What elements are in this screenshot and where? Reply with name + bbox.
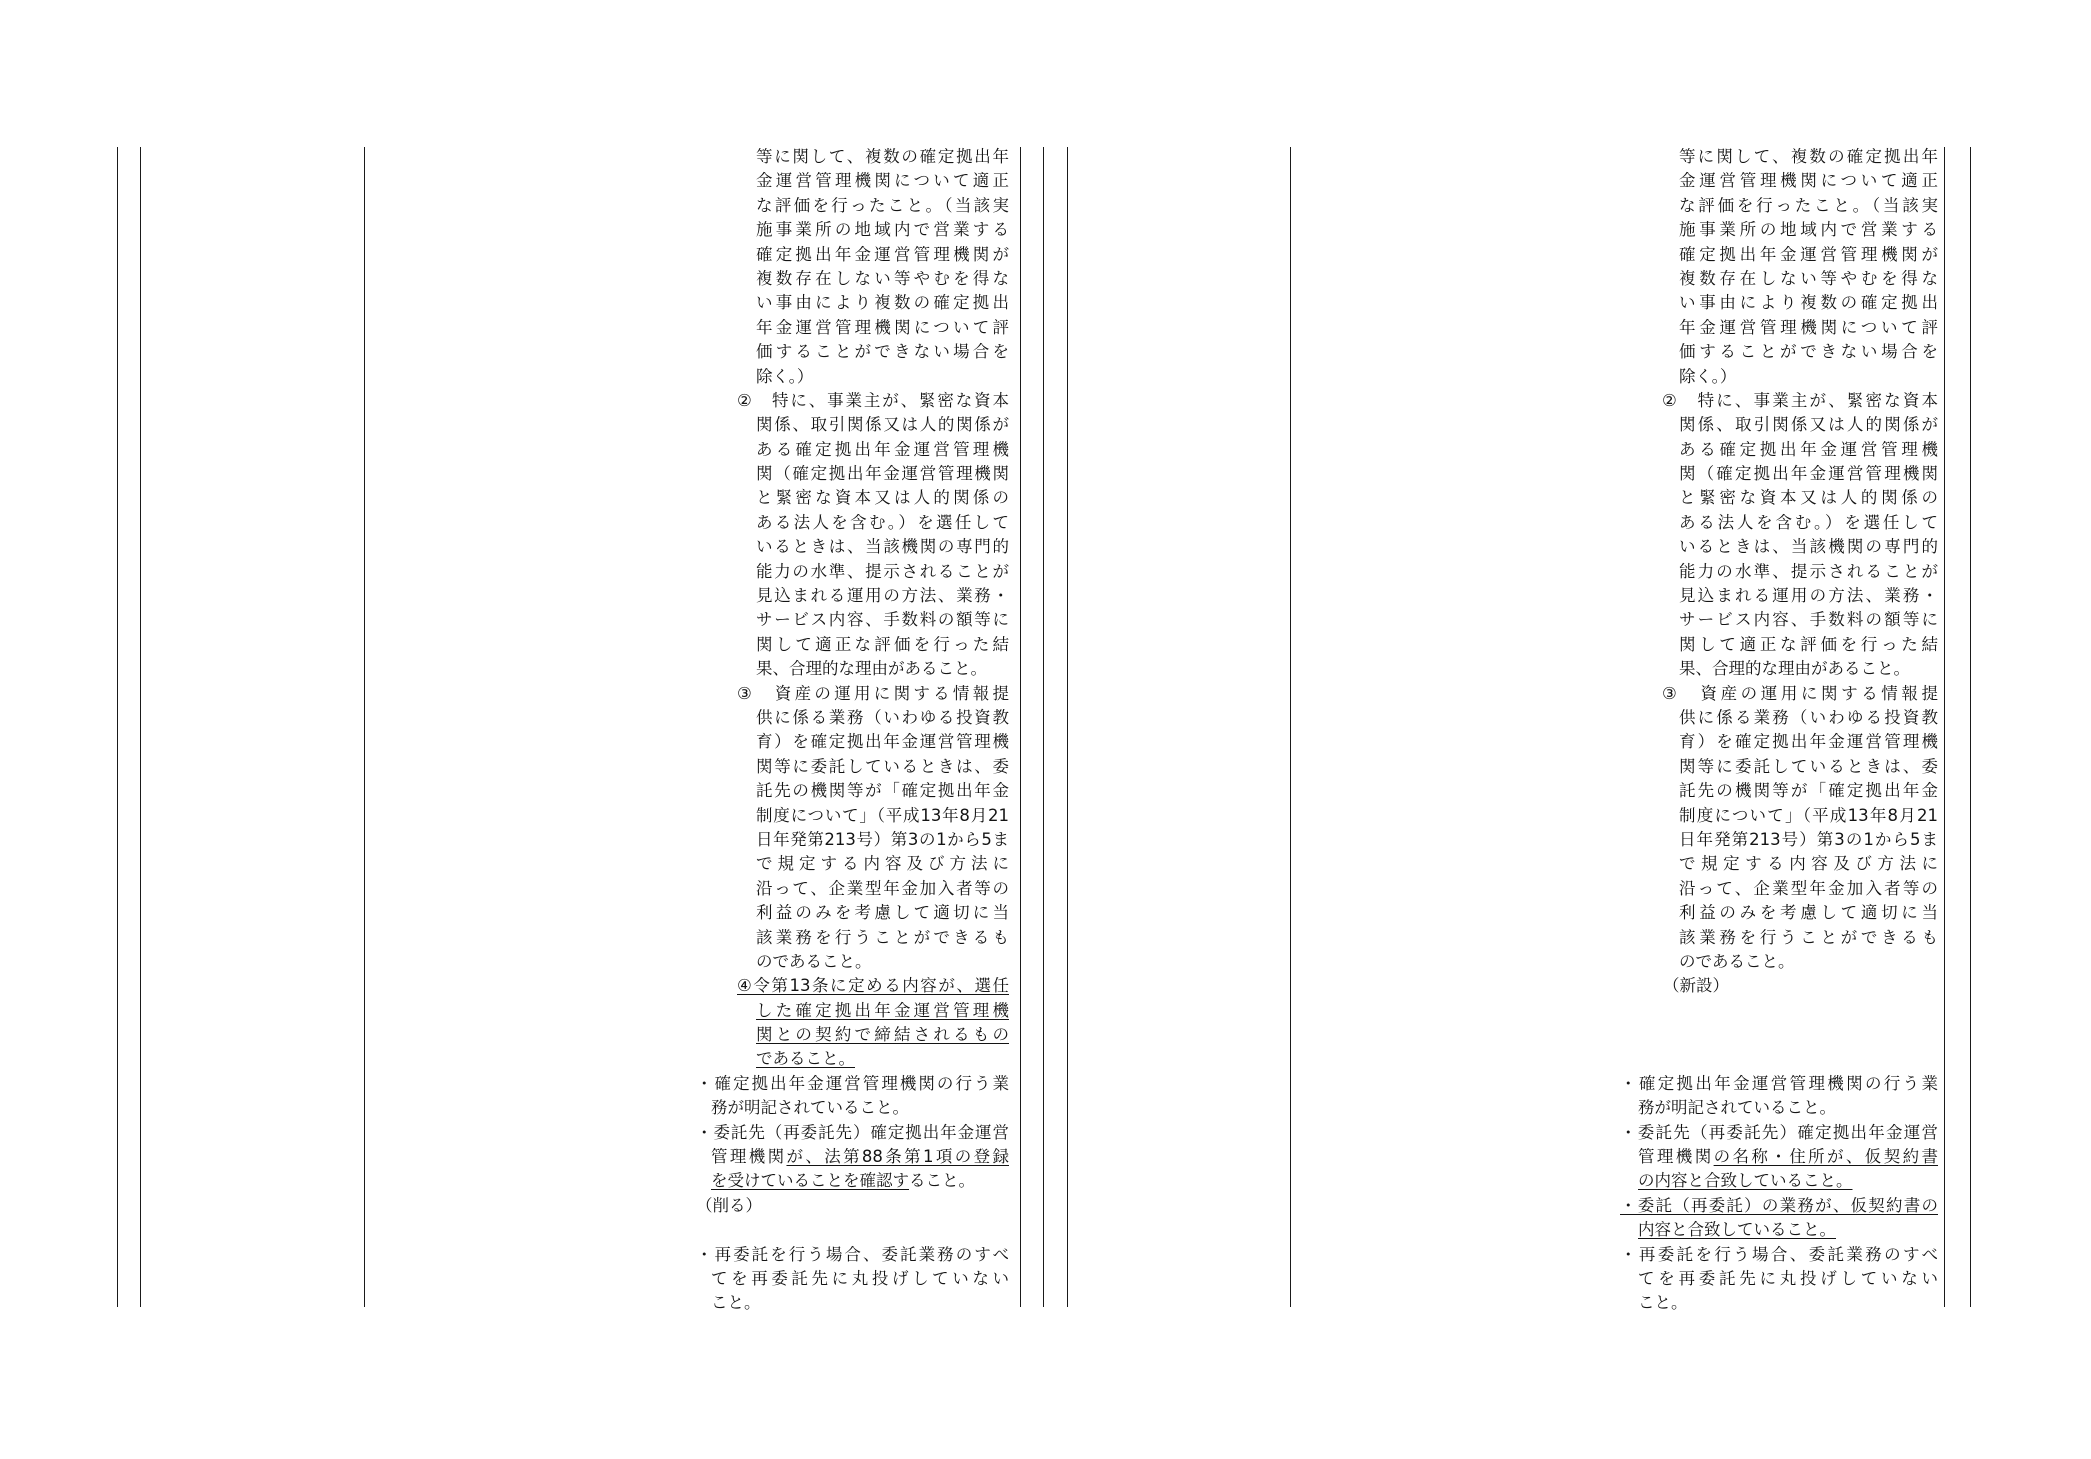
text-line: 沿って、企業型年金加入者等の	[756, 878, 1009, 898]
right-table-text-column	[1620, 145, 1938, 1316]
text-line: 能力の水準、提示されることが	[756, 561, 1009, 581]
text-line: 関（確定拠出年金運営管理機関	[1679, 464, 1938, 484]
left-check-admin-duties	[696, 1072, 1009, 1121]
text-line: ③ 資産の運用に関する情報提	[1662, 683, 1938, 703]
left-table-right-rule	[1020, 147, 1021, 1307]
text-line: ・再委託を行う場合、委託業務のすべ	[1620, 1244, 1938, 1264]
text-line: 託先の機関等が「確定拠出年金	[756, 781, 1009, 801]
text-line: 金運営管理機関について適正	[1679, 171, 1938, 191]
text-line	[1620, 1145, 1938, 1169]
text-line: 等に関して、複数の確定拠出年	[1679, 147, 1938, 166]
text-line: な評価を行ったこと。（当該実	[1679, 195, 1938, 215]
text-line: 確定拠出年金運営管理機関が	[1679, 244, 1938, 264]
text-line: ・委託先（再委託先）確定拠出年金運営	[696, 1122, 1009, 1142]
text-line: （新設）	[1663, 976, 1729, 996]
text-line: 沿って、企業型年金加入者等の	[1679, 878, 1938, 898]
underlined-text: 内容と合致していること。	[1638, 1220, 1836, 1240]
text-line: 施事業所の地域内で営業する	[756, 220, 1009, 240]
text-line: 利益のみを考慮して適切に当	[756, 903, 1009, 923]
text-line: い事由により複数の確定拠出	[1679, 293, 1938, 313]
underlined-text: 関との契約で締結されるもの	[756, 1025, 1009, 1045]
text-line: いるときは、当該機関の専門的	[1679, 537, 1938, 557]
right-check-subcontract	[1620, 1243, 1938, 1316]
text-line: （削る）	[696, 1195, 762, 1215]
text-line: 確定拠出年金運営管理機関が	[756, 244, 1009, 264]
text-line: のであること。	[1679, 951, 1795, 971]
left-item-2	[696, 389, 1009, 682]
right-new-provision-note	[1620, 974, 1938, 998]
text-line: てを再委託先に丸投げしていない	[1638, 1268, 1938, 1288]
right-table-rule	[1067, 147, 1068, 1307]
text-line: こと。	[711, 1293, 761, 1313]
text-line: 年金運営管理機関について評	[1679, 317, 1938, 337]
text-line: 関して適正な評価を行った結	[756, 634, 1009, 654]
text-line: 関係、取引関係又は人的関係が	[1679, 415, 1938, 435]
right-item-1-continuation	[1620, 145, 1938, 389]
text-line: ある法人を含む。）を選任して	[1679, 512, 1938, 532]
text-line	[696, 1145, 1009, 1169]
text-line: 該業務を行うことができるも	[756, 927, 1009, 947]
text-line: ある確定拠出年金運営管理機	[1679, 439, 1938, 459]
text-line: ・委託先（再委託先）確定拠出年金運営	[1620, 1122, 1938, 1142]
left-table-outer-rule	[117, 147, 118, 1307]
text-line: 利益のみを考慮して適切に当	[1679, 903, 1938, 923]
text-line: 制度について」（平成13年8月21	[756, 805, 1009, 825]
text-line: 育）を確定拠出年金運営管理機	[1679, 732, 1938, 752]
text-line: いるときは、当該機関の専門的	[756, 537, 1009, 557]
left-check-subcontract	[696, 1243, 1009, 1316]
text-line: 託先の機関等が「確定拠出年金	[1679, 781, 1938, 801]
underlined-text: ④令第13条に定める内容が、選任	[737, 976, 1009, 996]
text-line: 施事業所の地域内で営業する	[1679, 220, 1938, 240]
text-line: ・確定拠出年金運営管理機関の行う業	[696, 1073, 1009, 1093]
text-line: 等に関して、複数の確定拠出年	[756, 147, 1009, 166]
text-line: 価することができない場合を	[756, 342, 1009, 362]
text-segment: 管理機関	[1638, 1147, 1714, 1167]
left-item-1-continuation	[696, 145, 1009, 389]
text-line: 供に係る業務（いわゆる投資教	[756, 707, 1009, 727]
text-line: 関して適正な評価を行った結	[1679, 634, 1938, 654]
text-line	[1620, 1194, 1938, 1218]
left-table-text-column	[696, 145, 1009, 1316]
text-line	[696, 1047, 1009, 1071]
text-line: 関等に委託しているときは、委	[756, 756, 1009, 776]
right-table-outer-rule	[1043, 147, 1044, 1307]
right-table-rule	[1290, 147, 1291, 1307]
text-line: 関係、取引関係又は人的関係が	[756, 415, 1009, 435]
right-table-outer-rule	[1970, 147, 1971, 1307]
right-check-duties-match	[1620, 1194, 1938, 1243]
text-line: 能力の水準、提示されることが	[1679, 561, 1938, 581]
text-line: 見込まれる運用の方法、業務・	[1679, 586, 1938, 606]
text-line: 見込まれる運用の方法、業務・	[756, 586, 1009, 606]
text-line: い事由により複数の確定拠出	[756, 293, 1009, 313]
text-line: 関（確定拠出年金運営管理機関	[756, 464, 1009, 484]
text-line: 複数存在しない等やむを得な	[756, 268, 1009, 288]
text-line: 関等に委託しているときは、委	[1679, 756, 1938, 776]
left-table-rule	[140, 147, 141, 1307]
text-line: 価することができない場合を	[1679, 342, 1938, 362]
text-line: 務が明記されていること。	[1638, 1098, 1836, 1118]
text-line: 日年発第213号）第3の1から5ま	[1679, 829, 1938, 849]
underlined-text: であること。	[756, 1049, 855, 1069]
text-line: 複数存在しない等やむを得な	[1679, 268, 1938, 288]
text-line: ② 特に、事業主が、緊密な資本	[737, 390, 1009, 410]
text-line: で規定する内容及び方法に	[756, 854, 1009, 874]
text-line	[696, 1023, 1009, 1047]
text-line: な評価を行ったこと。（当該実	[756, 195, 1009, 215]
text-line: 金運営管理機関について適正	[756, 171, 1009, 191]
underlined-text: の内容と合致していること。	[1638, 1171, 1853, 1191]
text-segment: 管理機関	[711, 1147, 787, 1167]
text-line: ある確定拠出年金運営管理機	[756, 439, 1009, 459]
text-line: ・再委託を行う場合、委託業務のすべ	[696, 1244, 1009, 1264]
right-item-3	[1620, 682, 1938, 975]
text-line: 除く。）	[756, 366, 814, 386]
text-line	[1620, 1218, 1938, 1242]
text-line: 供に係る業務（いわゆる投資教	[1679, 707, 1938, 727]
left-check-registration	[696, 1121, 1009, 1194]
underlined-text: の名称・住所が、仮契約書	[1713, 1147, 1939, 1167]
underlined-text: を受けていることを確認す	[711, 1171, 909, 1191]
text-line	[696, 1169, 1009, 1193]
text-line: 該業務を行うことができるも	[1679, 927, 1938, 947]
text-line: 務が明記されていること。	[711, 1098, 909, 1118]
underlined-text: ・委託（再委託）の業務が、仮契約書の	[1620, 1195, 1938, 1215]
underlined-text: が、法第88条第1項の登録	[786, 1147, 1009, 1167]
text-line: のであること。	[756, 951, 872, 971]
text-line: と緊密な資本又は人的関係の	[1679, 488, 1938, 508]
text-line: 除く。）	[1679, 366, 1737, 386]
text-line: 果、合理的な理由があること。	[756, 659, 987, 679]
text-line: 果、合理的な理由があること。	[1679, 659, 1910, 679]
text-line: と緊密な資本又は人的関係の	[756, 488, 1009, 508]
underlined-text: した確定拠出年金運営管理機	[756, 1000, 1009, 1020]
right-check-name-address	[1620, 1121, 1938, 1194]
text-line: 制度について」（平成13年8月21	[1679, 805, 1938, 825]
text-line: サービス内容、手数料の額等に	[1679, 610, 1938, 630]
text-line: 年金運営管理機関について評	[756, 317, 1009, 337]
text-line	[1620, 1169, 1938, 1193]
right-item-2	[1620, 389, 1938, 682]
text-line: ある法人を含む。）を選任して	[756, 512, 1009, 532]
text-line: ② 特に、事業主が、緊密な資本	[1662, 390, 1938, 410]
left-table-rule	[364, 147, 365, 1307]
left-item-4	[696, 974, 1009, 1072]
left-deleted-note	[696, 1194, 1009, 1218]
left-item-3	[696, 682, 1009, 975]
text-line: 日年発第213号）第3の1から5ま	[756, 829, 1009, 849]
text-line: てを再委託先に丸投げしていない	[711, 1268, 1009, 1288]
text-line: サービス内容、手数料の額等に	[756, 610, 1009, 630]
text-line: ③ 資産の運用に関する情報提	[737, 683, 1009, 703]
text-line	[696, 999, 1009, 1023]
text-line: こと。	[1638, 1293, 1688, 1313]
text-segment: ること。	[909, 1171, 975, 1191]
text-line	[696, 974, 1009, 998]
right-table-rule	[1944, 147, 1945, 1307]
text-line: で規定する内容及び方法に	[1679, 854, 1938, 874]
text-line: ・確定拠出年金運営管理機関の行う業	[1620, 1073, 1938, 1093]
text-line: 育）を確定拠出年金運営管理機	[756, 732, 1009, 752]
right-check-admin-duties	[1620, 1072, 1938, 1121]
